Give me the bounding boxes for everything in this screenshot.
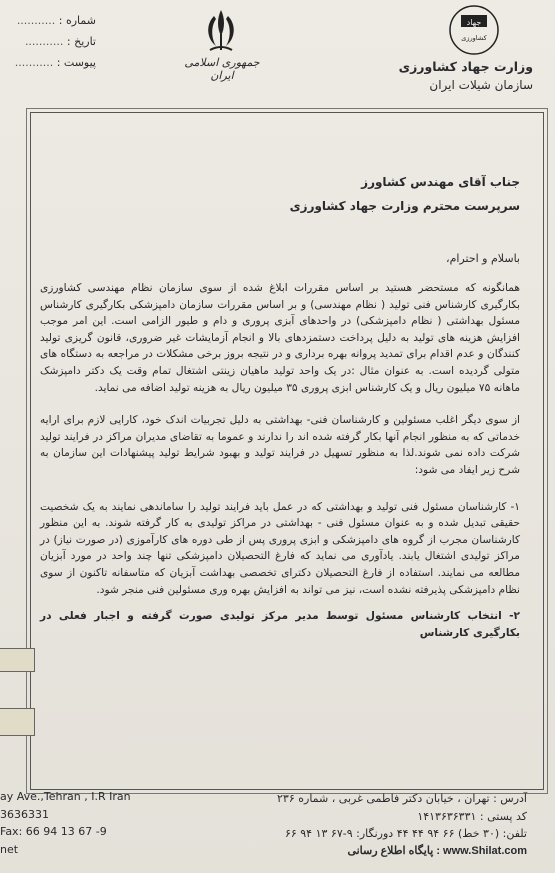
footer-en-fax: Fax: 66 94 13 67 -9 xyxy=(0,825,107,838)
republic-title: جمهوری اسلامی ایران xyxy=(184,56,260,82)
footer-address: آدرس : تهران ، خیابان دکتر فاطمی غربی ، شماره ۲۳۶ xyxy=(277,792,527,805)
letter-body xyxy=(40,170,520,641)
footer-english xyxy=(0,788,150,858)
attachment-label: پیوست : xyxy=(56,56,96,69)
ministry-block xyxy=(343,58,533,94)
ministry-logo-icon xyxy=(448,4,500,56)
paragraph-2: از سوی دیگر اغلب مسئولین و کارشناسان فنی- بهداشتی به دلیل تجربیات اندک خود، کارایی لازم برای ارایه خدماتی که به منظور انجام آنها بکار گرفته شده اند را ندارند و عموما به تقاضای مدیران مراکز در فرایند تولید شرکت داده نمی شوند.لذا به منظور تسهیل در فرایند تولید و بهبود شرایط تولید پیشنهادات این سازمان به شرح زیر ایفاد می شود: xyxy=(40,414,520,476)
footer-en-address: ay Ave.,Tehran , I.R Iran xyxy=(0,790,131,803)
footer-postal-code: کد پستی : ۱۴۱۳۶۳۶۳۳۱ xyxy=(417,809,527,823)
date-dots: ........... xyxy=(24,35,64,48)
number-dots: ........... xyxy=(16,14,56,27)
side-stamp-top xyxy=(0,648,35,672)
svg-text:کشاورزی: کشاورزی xyxy=(461,34,487,42)
proposal-item-1: ۱- کارشناسان مسئول فنی تولید و بهداشتی که در عمل باید فرایند تولید را ساماندهی نمایند به یک شخصیت حقیقی تبدیل شده و به عنوان مسئول فنی - بهداشتی در مراکز تولیدی به کار گرفته شوند. به این منظور کارشناسان مجرب از گروه های دامپزشکی و ابزی پروری پس از طی دوره های کارآموزی (در صورت نیاز) در مراکز تولیدی اشتغال یابند. یادآوری می نماید که فارغ التحصیلان دامپزشکی تنها چند واحد در مورد آبزیان مطالعه می نمایند. استفاده از فارغ التحصیلان دکترای تخصصی بهداشت آبزیان که متاسفانه تاکنون از سوی نظام دامپزشکی پذیرفته نشده است، نیز می تواند به افزایش بهره وری مسئولین فنی منجر شود. xyxy=(40,500,520,596)
iran-emblem-icon xyxy=(196,6,246,54)
addressee-line-1: جناب آقای مهندس کشاورز xyxy=(361,175,520,189)
side-stamp-bottom xyxy=(0,708,35,736)
svg-text:جهاد: جهاد xyxy=(466,18,482,27)
footer-phones: تلفن: (۳۰ خط) ۶۶ ۹۴ ۴۴ ۴۴ دورنگار: ۹-۶۷ ۱۳ ۹۴ ۶۶ xyxy=(284,827,527,840)
ministry-name: وزارت جهاد کشاورزی xyxy=(398,59,533,74)
footer-en-phone: 3636331 xyxy=(0,807,49,821)
proposal-item-2: ۲- انتخاب کارشناس مسئول توسط مدیر مرکز تولیدی صورت گرفته و اجبار فعلی در بکارگیری کارشناس xyxy=(40,610,520,639)
greeting: باسلام و احترام، xyxy=(446,252,520,265)
organization-name: سازمان شیلات ایران xyxy=(429,78,533,92)
footer-persian xyxy=(227,790,527,860)
attachment-dots: ........... xyxy=(14,56,54,69)
paragraph-1: همانگونه که مستحضر هستید بر اساس مقررات ابلاغ شده از سوی سازمان نظام مهندسی کشاورزی بکارگیری کارشناس فنی تولید ( نظام مهندسی) و بر اساس مقررات سازمان دامپزشکی بکارگیری کارشناس مسئول بهداشتی ( نظام دامپزشکی) در واحدهای آبزی پروری و دام و طیور الزامی است. این امر موجب افزایش هزینه های تولید به دلیل پرداخت دستمزدهای بالا و انجام آزمایشات غیر ضروری، قانون گریزی تولید کنندگان و عدم اقدام برای تمدید پروانه بهره برداری و در نتیجه بروز برخی مشکلات در مراجعه به دستگاه های متولی گردیده است. به عنوان مثال :در یک واحد تولید ماهیان زینتی اشتغال تمام وقت یک دکتر دامپزشک ماهانه ۷۵ میلیون ریال و یک کارشناس ابزی پروری ۳۵ میلیون ریال به هزینه تولید اضافه می نماید. xyxy=(40,282,520,394)
footer-en-web: net xyxy=(0,842,19,856)
footer-website: www.Shilat.com : پایگاه اطلاع رسانی xyxy=(347,844,527,857)
number-label: شماره : xyxy=(58,14,96,27)
letter-meta xyxy=(14,10,96,73)
letter-footer xyxy=(0,784,555,873)
date-label: تاریخ : xyxy=(66,35,96,48)
addressee-line-2: سرپرست محترم وزارت جهاد کشاورزی xyxy=(289,199,520,213)
